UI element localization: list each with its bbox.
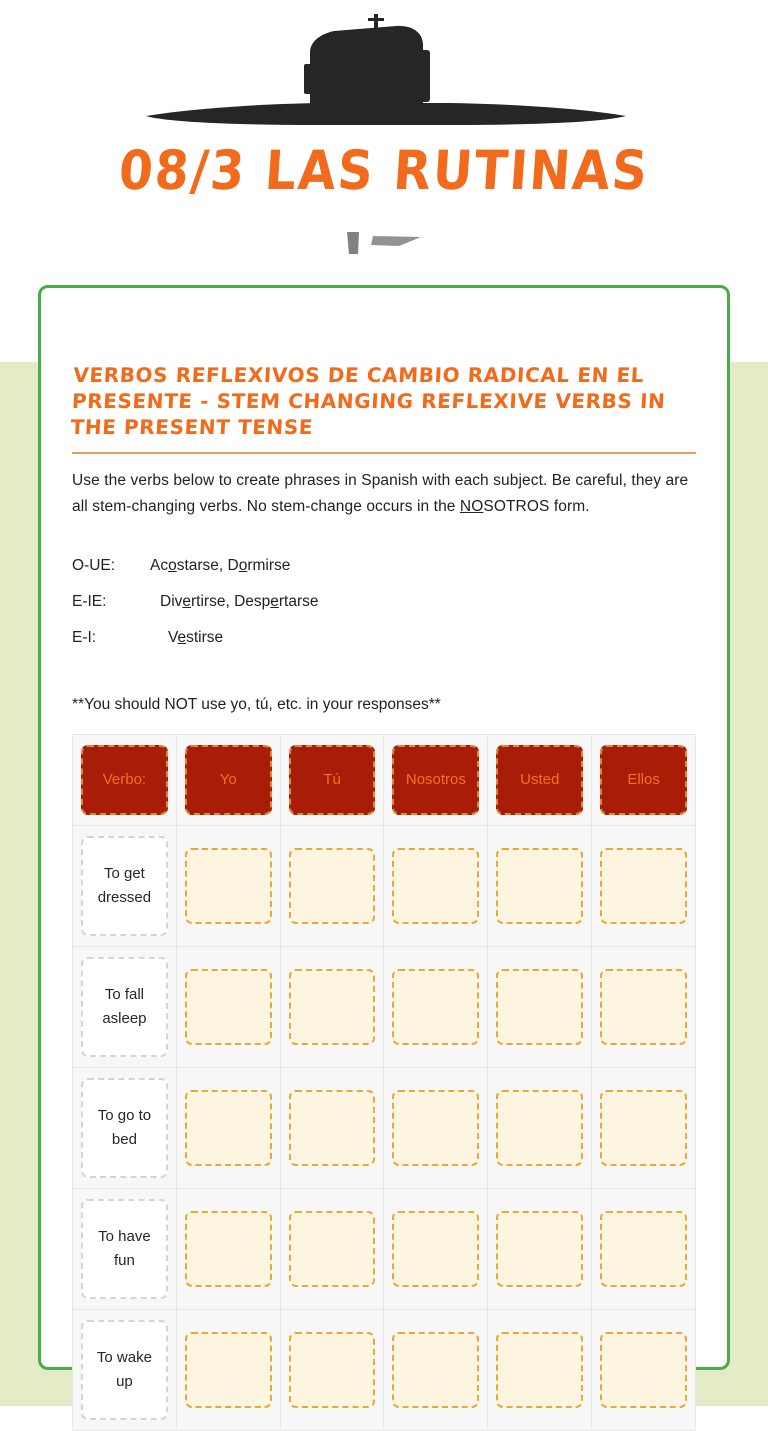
answer-cell[interactable] [176, 947, 280, 1068]
verb-cell [73, 1310, 177, 1431]
table-header-row [73, 735, 696, 826]
table-header-cell [384, 735, 488, 826]
header-label: Usted [496, 745, 583, 815]
verb-cell [73, 826, 177, 947]
answer-input-yo[interactable] [185, 1211, 272, 1287]
verb-group-row [72, 584, 696, 620]
answer-input-tu[interactable] [289, 1211, 376, 1287]
answer-cell[interactable] [592, 947, 696, 1068]
verb-cell [73, 1068, 177, 1189]
title-divider [72, 452, 696, 454]
instructions-text-1: Use the verbs below to create phrases in Spanish with each subject. Be careful, they are all stem-changing verbs. No stem-change occurs in the [72, 472, 689, 515]
table-header-cell [176, 735, 280, 826]
answer-input-ellos[interactable] [600, 969, 687, 1045]
answer-cell[interactable] [488, 826, 592, 947]
answer-input-usted[interactable] [496, 1211, 583, 1287]
verb-group-key: O-UE: [72, 557, 116, 574]
verb-label: To wake up [81, 1320, 168, 1420]
verb-cell [73, 1189, 177, 1310]
answer-cell[interactable] [384, 1189, 488, 1310]
answer-input-yo[interactable] [185, 848, 272, 924]
table-row [73, 826, 696, 947]
answer-input-usted[interactable] [496, 1332, 583, 1408]
section-title: VERBOS REFLEXIVOS DE CAMBIO RADICAL EN EL PRESENTE - STEM CHANGING REFLEXIVE VERBS IN THE PRESENT TENSE [70, 363, 667, 439]
answer-cell[interactable] [592, 1189, 696, 1310]
answer-input-usted[interactable] [496, 1090, 583, 1166]
answer-cell[interactable] [176, 1189, 280, 1310]
answer-cell[interactable] [592, 1068, 696, 1189]
answer-cell[interactable] [280, 826, 384, 947]
verb-group-value: Divertirse, Despertarse [160, 593, 319, 610]
verb-group-key: E-I: [72, 629, 97, 646]
answer-input-ellos[interactable] [600, 1211, 687, 1287]
answer-cell[interactable] [384, 1068, 488, 1189]
instructions-text-2: SOTROS form. [483, 498, 590, 515]
answer-input-tu[interactable] [289, 969, 376, 1045]
answer-input-nosotros[interactable] [392, 1090, 479, 1166]
answer-input-nosotros[interactable] [392, 848, 479, 924]
verb-reference-list [72, 548, 696, 656]
instructions-underlined-no: NO [459, 498, 484, 515]
instructions-paragraph [72, 468, 696, 520]
answer-cell[interactable] [384, 826, 488, 947]
table-header-cell [488, 735, 592, 826]
verb-label: To have fun [81, 1199, 168, 1299]
page-title: 08/3 LAS RUTINAS [116, 139, 652, 202]
verb-label: To go to bed [81, 1078, 168, 1178]
answer-cell[interactable] [592, 826, 696, 947]
header-label: Ellos [600, 745, 687, 815]
verb-group-row [72, 620, 696, 656]
answer-input-yo[interactable] [185, 969, 272, 1045]
conjugation-table [72, 734, 696, 1431]
table-header-cell [280, 735, 384, 826]
header-label: Verbo: [81, 745, 168, 815]
verb-label: To fall asleep [81, 957, 168, 1057]
verb-cell [73, 947, 177, 1068]
answer-cell[interactable] [592, 1310, 696, 1431]
answer-input-ellos[interactable] [600, 848, 687, 924]
answer-input-yo[interactable] [185, 1090, 272, 1166]
answer-input-usted[interactable] [496, 969, 583, 1045]
verb-group-key: E-IE: [72, 593, 107, 610]
answer-input-nosotros[interactable] [392, 1332, 479, 1408]
table-row [73, 1310, 696, 1431]
header-label: Tú [289, 745, 376, 815]
answer-input-usted[interactable] [496, 848, 583, 924]
verb-group-row [72, 548, 696, 584]
header-label: Nosotros [392, 745, 479, 815]
answer-input-tu[interactable] [289, 1332, 376, 1408]
worksheet-banner [0, 0, 768, 285]
verb-group-value: Acostarse, Dormirse [150, 557, 291, 574]
answer-input-nosotros[interactable] [392, 1211, 479, 1287]
answer-input-ellos[interactable] [600, 1090, 687, 1166]
table-header-cell [73, 735, 177, 826]
table-row [73, 1068, 696, 1189]
table-row [73, 947, 696, 1068]
answer-cell[interactable] [176, 826, 280, 947]
table-row [73, 1189, 696, 1310]
answer-input-tu[interactable] [289, 848, 376, 924]
answer-cell[interactable] [488, 1189, 592, 1310]
response-note: **You should NOT use yo, tú, etc. in your responses** [72, 696, 441, 713]
table-header-cell [592, 735, 696, 826]
answer-cell[interactable] [280, 947, 384, 1068]
submarine-silhouette-icon [134, 12, 634, 130]
answer-input-ellos[interactable] [600, 1332, 687, 1408]
answer-cell[interactable] [384, 947, 488, 1068]
answer-cell[interactable] [280, 1068, 384, 1189]
answer-cell[interactable] [488, 1310, 592, 1431]
verb-group-value: Vestirse [168, 629, 224, 646]
answer-cell[interactable] [280, 1189, 384, 1310]
answer-cell[interactable] [488, 947, 592, 1068]
answer-input-yo[interactable] [185, 1332, 272, 1408]
worksheet-card [38, 285, 730, 1390]
answer-input-tu[interactable] [289, 1090, 376, 1166]
answer-cell[interactable] [176, 1068, 280, 1189]
answer-cell[interactable] [176, 1310, 280, 1431]
answer-input-nosotros[interactable] [392, 969, 479, 1045]
header-label: Yo [185, 745, 272, 815]
submarine-tail-fragment-icon [329, 228, 439, 266]
answer-cell[interactable] [384, 1310, 488, 1431]
verb-label: To get dressed [81, 836, 168, 936]
answer-cell[interactable] [280, 1310, 384, 1431]
answer-cell[interactable] [488, 1068, 592, 1189]
